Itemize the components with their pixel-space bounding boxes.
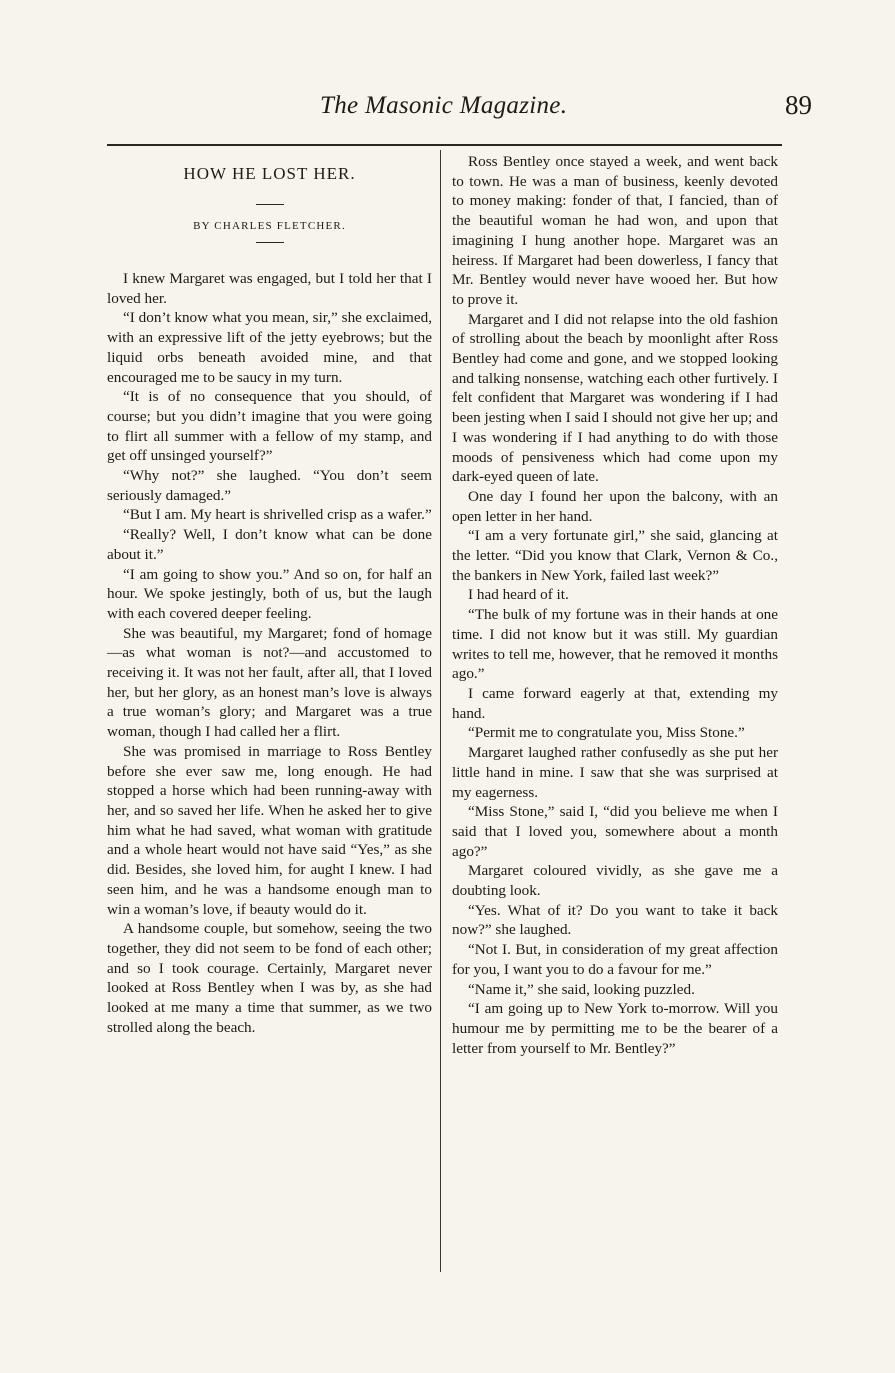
- header-rule: [107, 144, 782, 146]
- story-byline: BY CHARLES FLETCHER.: [193, 220, 346, 232]
- paragraph: She was beautiful, my Margaret; fond of homage—as what woman is not?—and accustomed to receiving it. It was not her fault, after all, that I loved her, but her glory, as an honest man’s love is always a true woman’s glory; and Margaret was a true woman, though I had called her a flirt.: [107, 624, 432, 741]
- byline-ornament-rule: [256, 242, 284, 243]
- paragraph: One day I found her upon the balcony, with an open letter in her hand.: [452, 487, 778, 525]
- paragraph: “Name it,” she said, looking puzzled.: [468, 980, 695, 998]
- paragraph: “Not I. But, in consideration of my great affection for you, I want you to do a favour for me.”: [452, 941, 778, 978]
- paragraph: Margaret and I did not relapse into the old fashion of strolling about the beach by moonlight after Ross Bentley had come and gone, and we stopped looking and talking nonsense, watching each other furtively. I felt confident that Margaret was wondering if I had been jesting when I said I should not give her up; and I was wondering if I had anything to do with those moods of pensiveness which had come upon my dark-eyed queen of late.: [452, 310, 778, 486]
- paragraph: She was promised in marriage to Ross Bentley before she ever saw me, long enough. He had stopped a horse which had been running-away with her, and so saved her life. When he asked her to give him what he had saved, what woman with gratitude and a whole heart would not have said “Yes,” as she did. Besides, she loved him, for aught I knew. I had seen him, and he was a handsome enough man to win a woman’s love, if beauty would do it.: [107, 742, 432, 918]
- paragraph: Margaret laughed rather confusedly as she put her little hand in mine. I saw that she was surprised at my eagerness.: [452, 744, 778, 801]
- right-column: [452, 150, 778, 1058]
- column-divider: [440, 150, 441, 1272]
- paragraph: “It is of no consequence that you should, of course; but you didn’t imagine that you were going to flirt all summer with a fellow of my stamp, and get off unsinged yourself?”: [107, 388, 432, 465]
- paragraph: “But I am. My heart is shrivelled crisp as a wafer.”: [123, 506, 432, 524]
- paragraph: I had heard of it.: [468, 586, 569, 604]
- paragraph: “Really? Well, I don’t know what can be done about it.”: [107, 526, 432, 563]
- paragraph: “I am going to show you.” And so on, for half an hour. We spoke jestingly, both of us, but the laugh with each covered deeper feeling.: [107, 565, 432, 622]
- paragraph: I came forward eagerly at that, extending my hand.: [452, 684, 778, 722]
- paragraph: “Why not?” she laughed. “You don’t seem seriously damaged.”: [107, 467, 432, 504]
- page-number: 89: [785, 90, 812, 120]
- title-ornament-rule: [256, 204, 284, 205]
- paragraph: “The bulk of my fortune was in their hands at one time. I did not know but it was still. My guardian writes to tell me, however, that he removed it months ago.”: [452, 606, 778, 683]
- magazine-title: The Masonic Magazine.: [320, 92, 568, 119]
- paragraph: Ross Bentley once stayed a week, and went back to town. He was a man of business, keenly devoted to money making: fonder of that, I fancied, than of the beautiful woman he had won, and upon that imagining I hung another hope. Margaret was an heiress. If Margaret had been dowerless, I fancy that Mr. Bentley would never have wooed her. But how to prove it.: [452, 153, 778, 308]
- left-column: [107, 150, 432, 1037]
- paragraph: “Yes. What of it? Do you want to take it back now?” she laughed.: [452, 901, 778, 939]
- paragraph: I knew Margaret was engaged, but I told her that I loved her.: [107, 270, 432, 307]
- paragraph: A handsome couple, but somehow, seeing the two together, they did not seem to be fond of each other; and so I took courage. Certainly, Margaret never looked at Ross Bentley when I was by, as she had looked at me many a time that summer, as we two strolled along the beach.: [107, 920, 432, 1036]
- paragraph: “I am a very fortunate girl,” she said, glancing at the letter. “Did you know that Clark, Vernon & Co., the bankers in New York, failed last week?”: [452, 527, 778, 584]
- story-title: HOW HE LOST HER.: [183, 164, 356, 183]
- running-head: [0, 92, 895, 132]
- left-column-text: [107, 269, 432, 1037]
- paragraph: “Miss Stone,” said I, “did you believe me when I said that I loved you, somewhere about a month ago?”: [452, 803, 778, 860]
- right-column-text: [452, 152, 778, 1058]
- paragraph: “I am going up to New York to-morrow. Will you humour me by permitting me to be the bearer of a letter from yourself to Mr. Bentley?”: [452, 1000, 778, 1057]
- paragraph: Margaret coloured vividly, as she gave me a doubting look.: [452, 862, 778, 900]
- paragraph: “Permit me to congratulate you, Miss Stone.”: [468, 724, 745, 742]
- paragraph: “I don’t know what you mean, sir,” she exclaimed, with an expressive lift of the jetty eyebrows; but the liquid orbs beneath avoided mine, and that encouraged me to be saucy in my turn.: [107, 309, 432, 386]
